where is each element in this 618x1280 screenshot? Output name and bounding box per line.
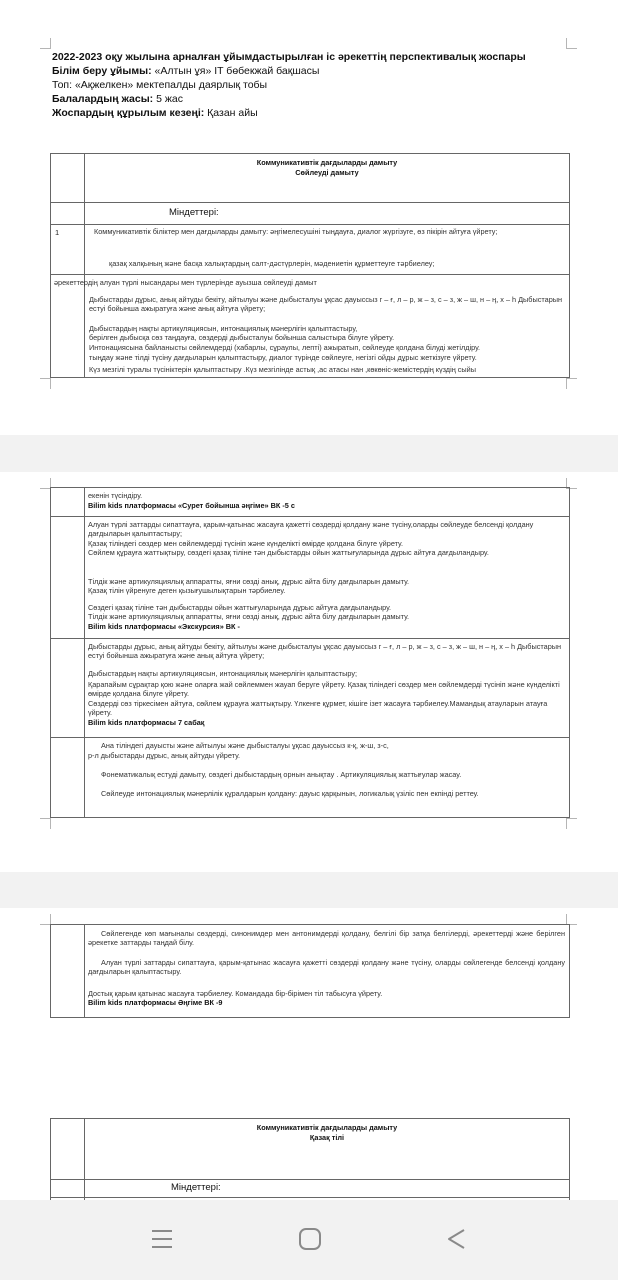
section-heading: Коммуникативтік дағдыларды дамыту bbox=[256, 158, 398, 167]
task-text: екенін түсіндіру. bbox=[88, 491, 143, 500]
org-value: «Алтын ұя» IT бөбекжай бақшасы bbox=[151, 65, 320, 77]
platform-link: Bilim kids платформасы «Экскурсия» ВК - bbox=[88, 622, 240, 631]
task-text: Дыбыстардың нақты артикуляциясын, интонациялық мәнерлігін қалыптастыру, bbox=[89, 324, 358, 333]
task-text: Коммуникативтік біліктер мен дағдыларды дамыту: әңгімелесушіні тыңдауға, диалог жүргізуге, өз пікірін айтуға үйрету; bbox=[94, 227, 498, 236]
org-label: Білім беру ұйымы: bbox=[52, 65, 152, 77]
task-text: Сөйлем құрауға жаттықтыру, сөздегі қазақ тіліне тән дыбыстарды ойын жаттығуларында дұрыс айтуға дағдыландыру. bbox=[88, 548, 489, 557]
platform-link: Bilim kids платформасы «Сурет бойынша әңгіме» ВК -5 с bbox=[88, 501, 295, 510]
task-text: Тілдік және артикуляциялық аппаратты, яғни сөзді анық, дұрыс айта білу дағдыларын дамыту. bbox=[88, 612, 410, 621]
age-label: Балалардың жасы: bbox=[52, 93, 154, 105]
group-line bbox=[52, 78, 572, 92]
row-number: 1 bbox=[55, 228, 60, 237]
task-text: әрекеттердің алуан түрлі нысандары мен түрлерінде ауызша сөйлеуді дамыт bbox=[54, 278, 317, 287]
section-subheading: Сөйлеуді дамыту bbox=[295, 168, 359, 177]
page-corner-mark bbox=[40, 378, 51, 389]
platform-link: Bilim kids платформасы 7 сабақ bbox=[88, 718, 205, 727]
platform-link: Bilim kids платформасы Әңгіме ВК -9 bbox=[88, 998, 223, 1007]
task-text: Күз мезгілі туралы түсініктерін қалыптастыру .Күз мезгілінде астық ,ас атасы нан ,көкөніс-жемістердің күздің сыйы bbox=[89, 365, 476, 374]
page-corner-mark bbox=[40, 38, 51, 49]
task-text: Қазақ тілін үйренуге деген қызығушылықтарын тәрбиелеу. bbox=[88, 586, 286, 595]
recent-apps-icon[interactable] bbox=[150, 1228, 174, 1255]
org-line bbox=[52, 64, 572, 78]
page-corner-mark bbox=[566, 818, 577, 829]
task-text: Достық қарым қатынас жасауға тәрбиелеу. Командада бір-бірімен тіл табысуға үйрету. bbox=[88, 989, 383, 998]
task-text: Сөйлеуде интонациялық мәнерлілік құралдарын қолдану: дауыс қарқынын, логикалық үзіліс пен екпінді реттеу. bbox=[101, 789, 479, 798]
task-text: Дыбыстардың нақты артикуляциясын, интонациялық мәнерлігін қалыптастыру; bbox=[88, 669, 357, 678]
document-header bbox=[52, 50, 572, 120]
section-subheading: Қазақ тілі bbox=[309, 1133, 345, 1142]
task-text: Тілдік және артикуляциялық аппаратты, яғни сөзді анық, дұрыс айта білу дағдыларын дамыту. bbox=[88, 577, 410, 586]
page-corner-mark bbox=[566, 38, 577, 49]
task-text: тыңдау және тілді түсіну дағдыларын қалыптастыру, диалог түрінде сөйлеуге, негізгі ойды дұрыс жеткізуге үйрету. bbox=[89, 353, 477, 362]
task-text: Сөйлегенде көп мағыналы сөздерді, синонимдер мен антонимдерді қолдану, белгілі бір затқа белгілерді, әрекеттерді және берілген әрекетке заттарды таңдай білу. bbox=[88, 929, 565, 948]
task-text: Интонациясына байланысты сөйлемдерді (хабарлы, сұраулы, лепті) ажыратып, сөйлеуде қолдана білуді жетілдіру. bbox=[89, 343, 481, 352]
plan-table-3 bbox=[50, 924, 570, 1018]
group-label: Топ: bbox=[52, 79, 73, 91]
task-text: Алуан түрлі заттарды сипаттауға, қарым-қатынас жасауға қажетті сөздерді қолдану және түсіну, оларды сөйлегенде белсенді қолдану дағдыларын қалыптастыру. bbox=[88, 958, 565, 977]
period-line bbox=[52, 106, 572, 120]
tasks-label: Міндеттері: bbox=[169, 207, 219, 218]
task-text: Дыбыстарды дұрыс, анық айтуды бекіту, айтылуы және дыбысталуы ұқсас дауыссыз г – ғ, л – р, ж – з, с – з, ж – ш, н – ң, х – h Дыбыстарын естуі бойынша ажыратуға және анық айтуға үйрету; bbox=[89, 295, 563, 314]
document-page-1 bbox=[0, 0, 618, 435]
task-text: берілген дыбысқа сөз таңдауға, сөздерді дыбысталуы бойынша салыстыра білуге үйрету. bbox=[89, 333, 395, 342]
task-text: Фонематикалық естуді дамыту, сөздегі дыбыстардың орнын анықтау . Артикуляциялық жаттығулар жасау. bbox=[101, 770, 462, 779]
age-value: 5 жас bbox=[153, 93, 183, 105]
task-text: Дыбыстарды дұрыс, анық айтуды бекіту, айтылуы және дыбысталуы ұқсас дауыссыз г – ғ, л – р, ж – з, с – з, ж – ш, н – ң, х – h Дыбыстарын естуі бойынша ажыратуға және анық айтуға үйрету; bbox=[88, 642, 562, 661]
page-corner-mark bbox=[566, 378, 577, 389]
document-page-3 bbox=[0, 908, 618, 1200]
task-text: қазақ халқының және басқа халықтардың салт-дәстүрлерін, мәдениетін құрметтеуге тәрбиелеу; bbox=[109, 259, 435, 268]
task-text: р-л дыбыстарды дұрыс, анық айтуды үйрету. bbox=[88, 751, 241, 760]
task-text: Сөздерді сөз тіркесімен айтуға, сөйлем құрауға жаттықтыру. Үлкенге құрмет, кішіге ізет жасауға тәрбиелеу.Мамандық атауларын атауға үйрету. bbox=[88, 699, 548, 718]
plan-table-4 bbox=[50, 1118, 570, 1208]
task-text: Қазақ тіліндегі сөздер мен сөйлемдерді түсініп және күнделікті өмірде қолдана білуге үйрету. bbox=[88, 539, 404, 548]
plan-table-1 bbox=[50, 153, 570, 378]
back-icon[interactable] bbox=[445, 1228, 469, 1255]
document-page-2 bbox=[0, 472, 618, 872]
task-text: Сөздегі қазақ тіліне тән дыбыстарды ойын жаттығуларында дұрыс айтуға дағдыландыру. bbox=[88, 603, 392, 612]
task-text: Қарапайым сұрақтар қою және оларға жай сөйлеммен жауап беруге үйрету. Қазақ тіліндегі сөздер мен сөйлемдерді түсініп және күнделікті өмірде қолдана білуге үйрету. bbox=[88, 680, 560, 699]
task-text: Ана тіліндегі дауысты және айтылуы және дыбысталуы ұқсас дауыссыз к-қ, ж-ш, з-с, bbox=[101, 741, 389, 750]
group-value: «Ақжелкен» мектепалды даярлық тобы bbox=[72, 79, 268, 91]
tasks-label: Міндеттері: bbox=[171, 1182, 221, 1193]
page-corner-mark bbox=[40, 818, 51, 829]
system-navigation-bar bbox=[0, 1200, 618, 1280]
home-icon[interactable] bbox=[298, 1228, 322, 1255]
task-text: Алуан түрлі заттарды сипаттауға, қарым-қатынас жасауға қажетті сөздерді қолдану және түсіну,оларды сөйлеуде белсенді қолдану дағдыларын қалыптастыру; bbox=[88, 520, 534, 539]
period-label: Жоспардың құрылым кезеңі: bbox=[52, 107, 205, 119]
plan-table-2 bbox=[50, 487, 570, 818]
period-value: Қазан айы bbox=[204, 107, 258, 119]
document-title: 2022-2023 оқу жылына арналған ұйымдастырылған іс әрекеттің перспективалық жоспары bbox=[52, 51, 526, 63]
age-line bbox=[52, 92, 572, 106]
section-heading: Коммуникативтік дағдыларды дамыту bbox=[256, 1123, 398, 1132]
